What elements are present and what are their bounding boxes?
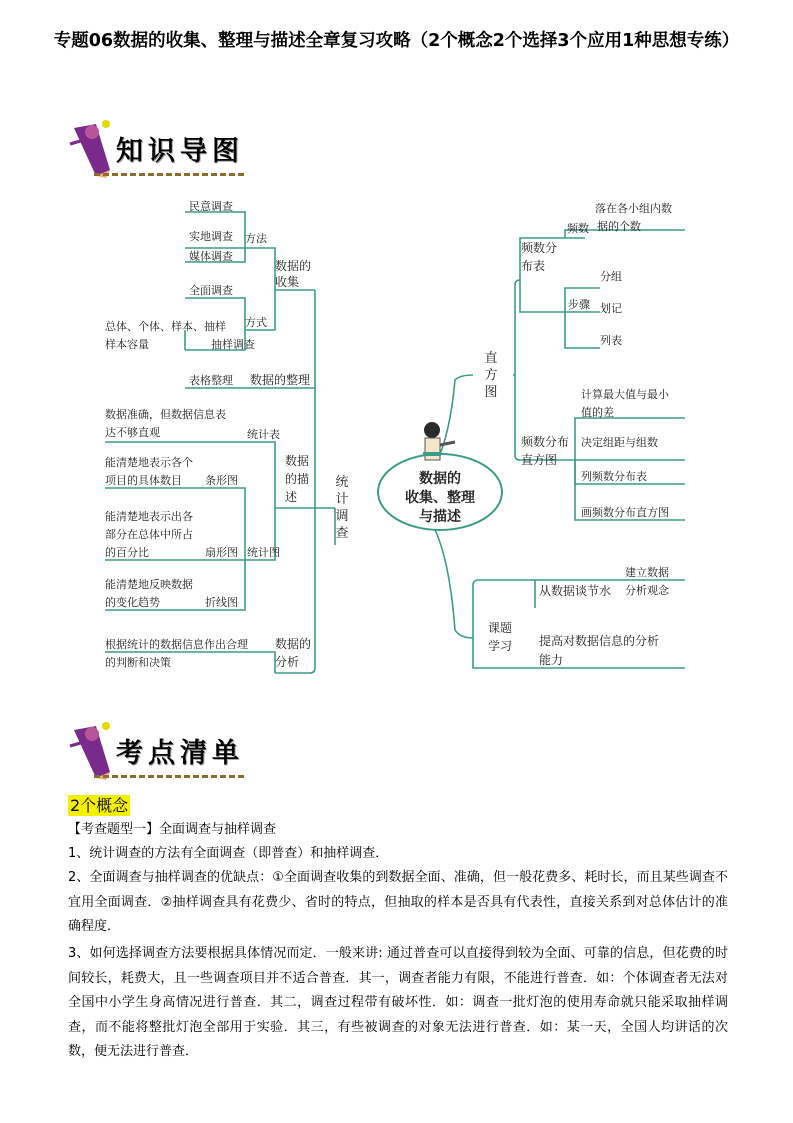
step-item-3: 列表 [600, 334, 622, 347]
project-item-2-line-2: 能力 [539, 653, 564, 667]
sample-terms-1: 总体、个体、样本、抽样 [105, 320, 226, 333]
project-item-1-note-1: 建立数据 [625, 566, 669, 579]
mode-label: 方式 [245, 316, 267, 329]
full-survey-label: 全面调查 [189, 284, 233, 297]
checklist-badge [66, 720, 244, 780]
histogram-label-1: 直 [484, 351, 498, 366]
description-label-1: 数据 [285, 454, 310, 468]
freq-label: 频数 [567, 222, 589, 235]
project-item-1-note-2: 分析观念 [625, 584, 669, 597]
step-item-1: 分组 [600, 270, 622, 283]
freq-hist-label-2: 直方图 [521, 453, 558, 467]
mindmap-badge [66, 118, 244, 178]
line-chart-label: 折线图 [205, 596, 238, 609]
bar-note-2: 项目的具体数目 [105, 474, 182, 487]
hist-step-4: 画频数分布直方图 [581, 506, 669, 519]
table-note-1: 数据准确，但数据信息表 [105, 408, 226, 421]
project-label-1: 课题 [488, 621, 513, 635]
histogram-label-2: 方 [484, 368, 498, 383]
section-heading: 2个概念 [70, 796, 129, 815]
page-title: 专题06数据的收集、整理与描述全章复习攻略（2个概念2个选择3个应用1种思想专练） [53, 31, 740, 51]
histogram-label-3: 图 [484, 385, 498, 400]
paragraph-2: 2、全面调查与抽样调查的优缺点：①全面调查收集的到数据全面、准确，但一般花费多、耗时长，而且某些调查不宜用全面调查．②抽样调查具有花费少、省时的特点，但抽取的样本是否具有代表性，直接关系到对总体估计的准确程度． [68, 870, 728, 934]
pie-note-3: 的百分比 [105, 546, 149, 559]
center-line-2: 收集、整理 [405, 490, 475, 506]
method-item-3: 媒体调查 [189, 250, 233, 263]
collection-label-2: 收集 [275, 275, 300, 289]
collection-label-1: 数据的 [275, 259, 312, 273]
hist-step-1b: 值的差 [581, 406, 614, 419]
stats-table-label: 统计表 [247, 428, 280, 441]
table-organize-label: 表格整理 [189, 374, 233, 387]
hist-step-1a: 计算最大值与最小 [581, 388, 669, 401]
center-line-3: 与描述 [419, 509, 461, 525]
description-label-2: 的描 [285, 472, 310, 486]
project-item-2-line-1: 提高对数据信息的分析 [539, 634, 660, 648]
bar-note-1: 能清楚地表示各个 [105, 456, 193, 469]
analysis-label-2: 分析 [275, 655, 300, 669]
type-heading: 【考查题型一】全面调查与抽样调查 [68, 822, 277, 837]
checklist-badge-label: 考点清单 [116, 738, 244, 769]
hist-step-3: 列频数分布表 [581, 470, 647, 483]
freq-table-label-2: 布表 [521, 259, 546, 273]
badge-underline [94, 173, 244, 176]
paragraph-3: 3、如何选择调查方法要根据具体情况而定．一般来讲: 通过普查可以直接得到较为全面、可靠的信息，但花费的时间较长，耗费大，且一些调查项目并不适合普查．其一，调查者能力有限，不能进行普查．如：个体调查者无法对全国中小学生身高情况进行普查．其二，调查过程带有破坏性．如：调查一批灯泡的使用寿命就只能采取抽样调查，而不能将整批灯泡全部用于实验．其三，有些被调查的对象无法进行普查．如：某一天，全国人均讲话的次数，便无法进行普查． [68, 946, 728, 1059]
organization-label: 数据的整理 [250, 373, 311, 387]
line-note-2: 的变化趋势 [105, 596, 160, 609]
project-label-2: 学习 [488, 639, 513, 653]
freq-def-2: 据的个数 [597, 220, 641, 233]
description-label-3: 述 [285, 490, 298, 504]
project-item-1: 从数据谈节水 [539, 584, 612, 598]
knowledge-mindmap [95, 190, 695, 685]
bar-chart-label: 条形图 [205, 474, 238, 487]
badge-underline [94, 775, 244, 778]
pie-note-2: 部分在总体中所占 [105, 528, 193, 541]
freq-table-label-1: 频数分 [521, 241, 558, 255]
steps-label: 步骤 [568, 298, 590, 311]
line-note-1: 能清楚地反映数据 [105, 578, 193, 591]
stats-survey-3: 调 [335, 509, 349, 524]
pie-chart-label: 扇形图 [205, 546, 238, 559]
pie-note-1: 能清楚地表示出各 [105, 510, 193, 523]
pencil-mascot-icon [66, 118, 118, 178]
hist-step-2: 决定组距与组数 [581, 436, 658, 449]
method-label: 方法 [245, 232, 267, 245]
method-item-1: 民意调查 [189, 200, 233, 213]
freq-hist-label-1: 频数分布 [521, 435, 570, 449]
sample-terms-2: 样本容量 [105, 338, 149, 351]
stats-chart-label: 统计图 [247, 546, 280, 559]
table-note-2: 达不够直观 [105, 426, 160, 439]
mindmap-badge-label: 知识导图 [116, 136, 244, 167]
method-item-2: 实地调查 [189, 230, 233, 243]
analysis-label-1: 数据的 [275, 637, 312, 651]
paragraph-1: 1、统计调查的方法有全面调查（即普查）和抽样调查． [68, 846, 389, 861]
analysis-note-2: 的判断和决策 [105, 656, 171, 669]
stats-survey-4: 查 [335, 526, 349, 541]
center-line-1: 数据的 [419, 471, 461, 487]
stats-survey-2: 计 [335, 492, 349, 507]
pencil-mascot-icon [66, 720, 118, 780]
step-item-2: 划记 [600, 302, 622, 315]
stats-survey-1: 统 [335, 475, 349, 490]
sample-survey-label: 抽样调查 [211, 338, 255, 351]
freq-def-1: 落在各小组内数 [595, 202, 672, 215]
analysis-note-1: 根据统计的数据信息作出合理 [105, 638, 248, 651]
